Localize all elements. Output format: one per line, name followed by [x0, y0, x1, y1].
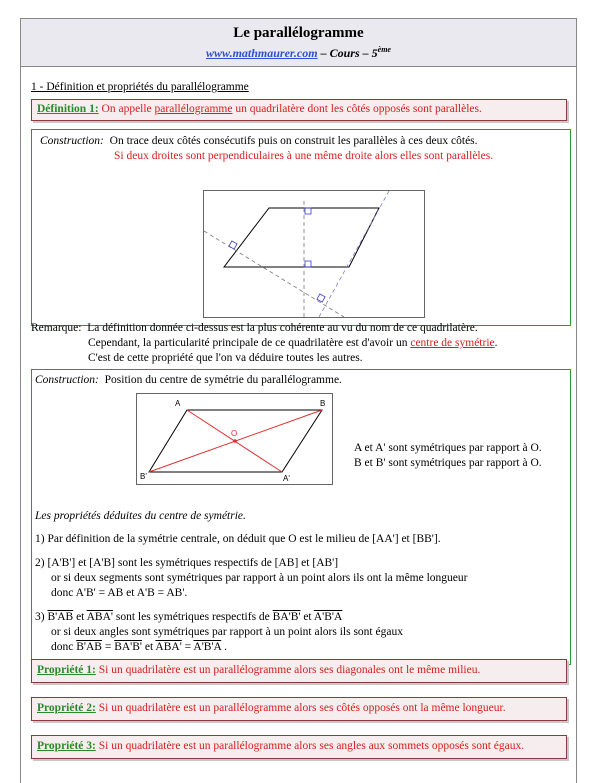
remarque-text2a: Cependant, la particularité principale de ce quadrilatère est d'avoir un — [88, 337, 411, 349]
property-1-box — [31, 659, 567, 683]
angle-bpab: B'AB — [47, 611, 74, 623]
property-3-label: Propriété 3: — [37, 740, 96, 752]
eq-angle-bapbp: BA'B' — [114, 641, 142, 653]
construction2-text: Position du centre de symétrie du parallélogramme. — [104, 374, 342, 386]
definition-term: parallélogramme — [154, 103, 233, 115]
subtitle-sep: – Cours – 5 — [317, 46, 378, 60]
section-title: 1 - Définition et propriétés du parallélogramme — [31, 81, 249, 93]
point-o-label: O — [231, 429, 238, 438]
site-link[interactable]: www.mathmaurer.com — [206, 46, 318, 60]
property-3-box — [31, 735, 567, 759]
property-2-box — [31, 697, 567, 721]
property-2-line — [37, 702, 506, 714]
deduction-3-num: 3) — [35, 611, 45, 623]
remarque-text2b: . — [494, 337, 498, 349]
eq-sign-1: = — [101, 641, 115, 653]
parallelogram-svg — [204, 191, 424, 317]
construction2-label: Construction: — [35, 374, 99, 386]
construction1-label: Construction: — [40, 135, 104, 147]
deduction-2-line3: donc A'B' = AB et A'B = AB'. — [51, 587, 188, 599]
property-3-line — [37, 740, 524, 752]
parallelogram-shape — [224, 208, 379, 267]
point-a-label: A — [175, 399, 181, 408]
deduction-3-et1: et — [73, 611, 87, 623]
construction1-line1 — [40, 135, 478, 147]
page-subtitle — [21, 45, 576, 61]
definition-text-b: un quadrilatère dont les côtés opposés sont parallèles. — [232, 103, 482, 115]
eq-angle-apbpa: A'B'A — [193, 641, 222, 653]
definition-text-a: On appelle — [98, 103, 155, 115]
right-angle-mark-3 — [229, 241, 237, 249]
deduction-3-line3 — [51, 641, 227, 653]
eq-angle-abap: ABA' — [155, 641, 182, 653]
parallel-construction-line — [319, 191, 389, 317]
center-symmetry-figure — [136, 393, 333, 485]
construction1-box — [31, 129, 571, 326]
property-1-label: Propriété 1: — [37, 664, 96, 676]
deduction-3-line2: or si deux angles sont symétriques par rapport à un point alors ils sont égaux — [51, 626, 403, 638]
eq-angle-bpab: B'AB — [76, 641, 102, 653]
definition-label: Définition 1: — [37, 103, 99, 115]
deduction-3-text: sont les symétriques respectifs de — [112, 611, 273, 623]
deduction-3-et2: et — [300, 611, 314, 623]
construction1-text2: Si deux droites sont perpendiculaires à une même droite alors elles sont parallèles. — [114, 150, 494, 162]
property-1-line — [37, 664, 480, 676]
definition-line — [37, 103, 482, 115]
diagonal-construction-line — [204, 231, 344, 317]
property-2-text: Si un quadrilatère est un parallélogramme alors ses côtés opposés ont la même longueur. — [95, 702, 506, 714]
remarque-text1: La définition donnée ci-dessus est la plus cohérente au vu du nom de ce quadrilatère. — [87, 322, 478, 334]
page-title: Le parallélogramme — [233, 25, 364, 41]
center-point — [233, 439, 237, 443]
construction2-box — [31, 369, 571, 665]
angle-abap: ABA' — [86, 611, 113, 623]
right-angle-mark-1 — [305, 208, 311, 214]
page — [20, 18, 577, 783]
deduction-3-end: . — [221, 641, 227, 653]
property-1-text: Si un quadrilatère est un parallélogramme alors ses diagonales ont le même milieu. — [95, 664, 481, 676]
angle-apbpa: A'B'A — [313, 611, 343, 623]
remarque-label: Remarque: — [31, 322, 82, 334]
deduction-3-line1 — [35, 611, 342, 623]
point-bp-label: B' — [140, 472, 147, 481]
construction1-text1: On trace deux côtés consécutifs puis on construit les parallèles à ces deux côtés. — [109, 135, 478, 147]
point-b-label: B — [320, 399, 326, 408]
eq-sign-2: = — [181, 641, 194, 653]
level-sup: ème — [377, 45, 391, 54]
page-header — [21, 19, 576, 67]
remarque-term: centre de symétrie — [410, 337, 495, 349]
construction2-line — [35, 374, 342, 386]
deduction-1: 1) Par définition de la symétrie centrale, on déduit que O est le milieu de [AA'] et [BB']. — [35, 533, 441, 545]
angle-bapbp: BA'B' — [272, 611, 301, 623]
remarque-line1 — [31, 322, 478, 334]
remarque-line3: C'est de cette propriété que l'on va déduire toutes les autres. — [88, 352, 363, 364]
definition-box — [31, 99, 567, 121]
deduction-3-et3: et — [142, 641, 156, 653]
deduction-3-donc: donc — [51, 641, 77, 653]
parallelogram-figure — [203, 190, 425, 318]
property-2-label: Propriété 2: — [37, 702, 96, 714]
deduction-2-line1: 2) [A'B'] et [A'B] sont les symétriques respectifs de [AB] et [AB'] — [35, 557, 339, 569]
center-symmetry-svg — [137, 394, 332, 484]
right-angle-mark-2 — [305, 261, 311, 267]
property-3-text: Si un quadrilatère est un parallélogramme alors ses angles aux sommets opposés sont égaux. — [95, 740, 525, 752]
deduction-2-line2: or si deux segments sont symétriques par rapport à un point alors ils ont la même longueur — [51, 572, 468, 584]
symmetry-note-2: B et B' sont symétriques par rapport à O. — [354, 457, 542, 469]
point-ap-label: A' — [283, 474, 290, 483]
symmetry-note-1: A et A' sont symétriques par rapport à O. — [354, 442, 542, 454]
remarque-line2 — [88, 337, 498, 349]
deduced-properties-subtitle: Les propriétés déduites du centre de symétrie. — [35, 510, 246, 522]
